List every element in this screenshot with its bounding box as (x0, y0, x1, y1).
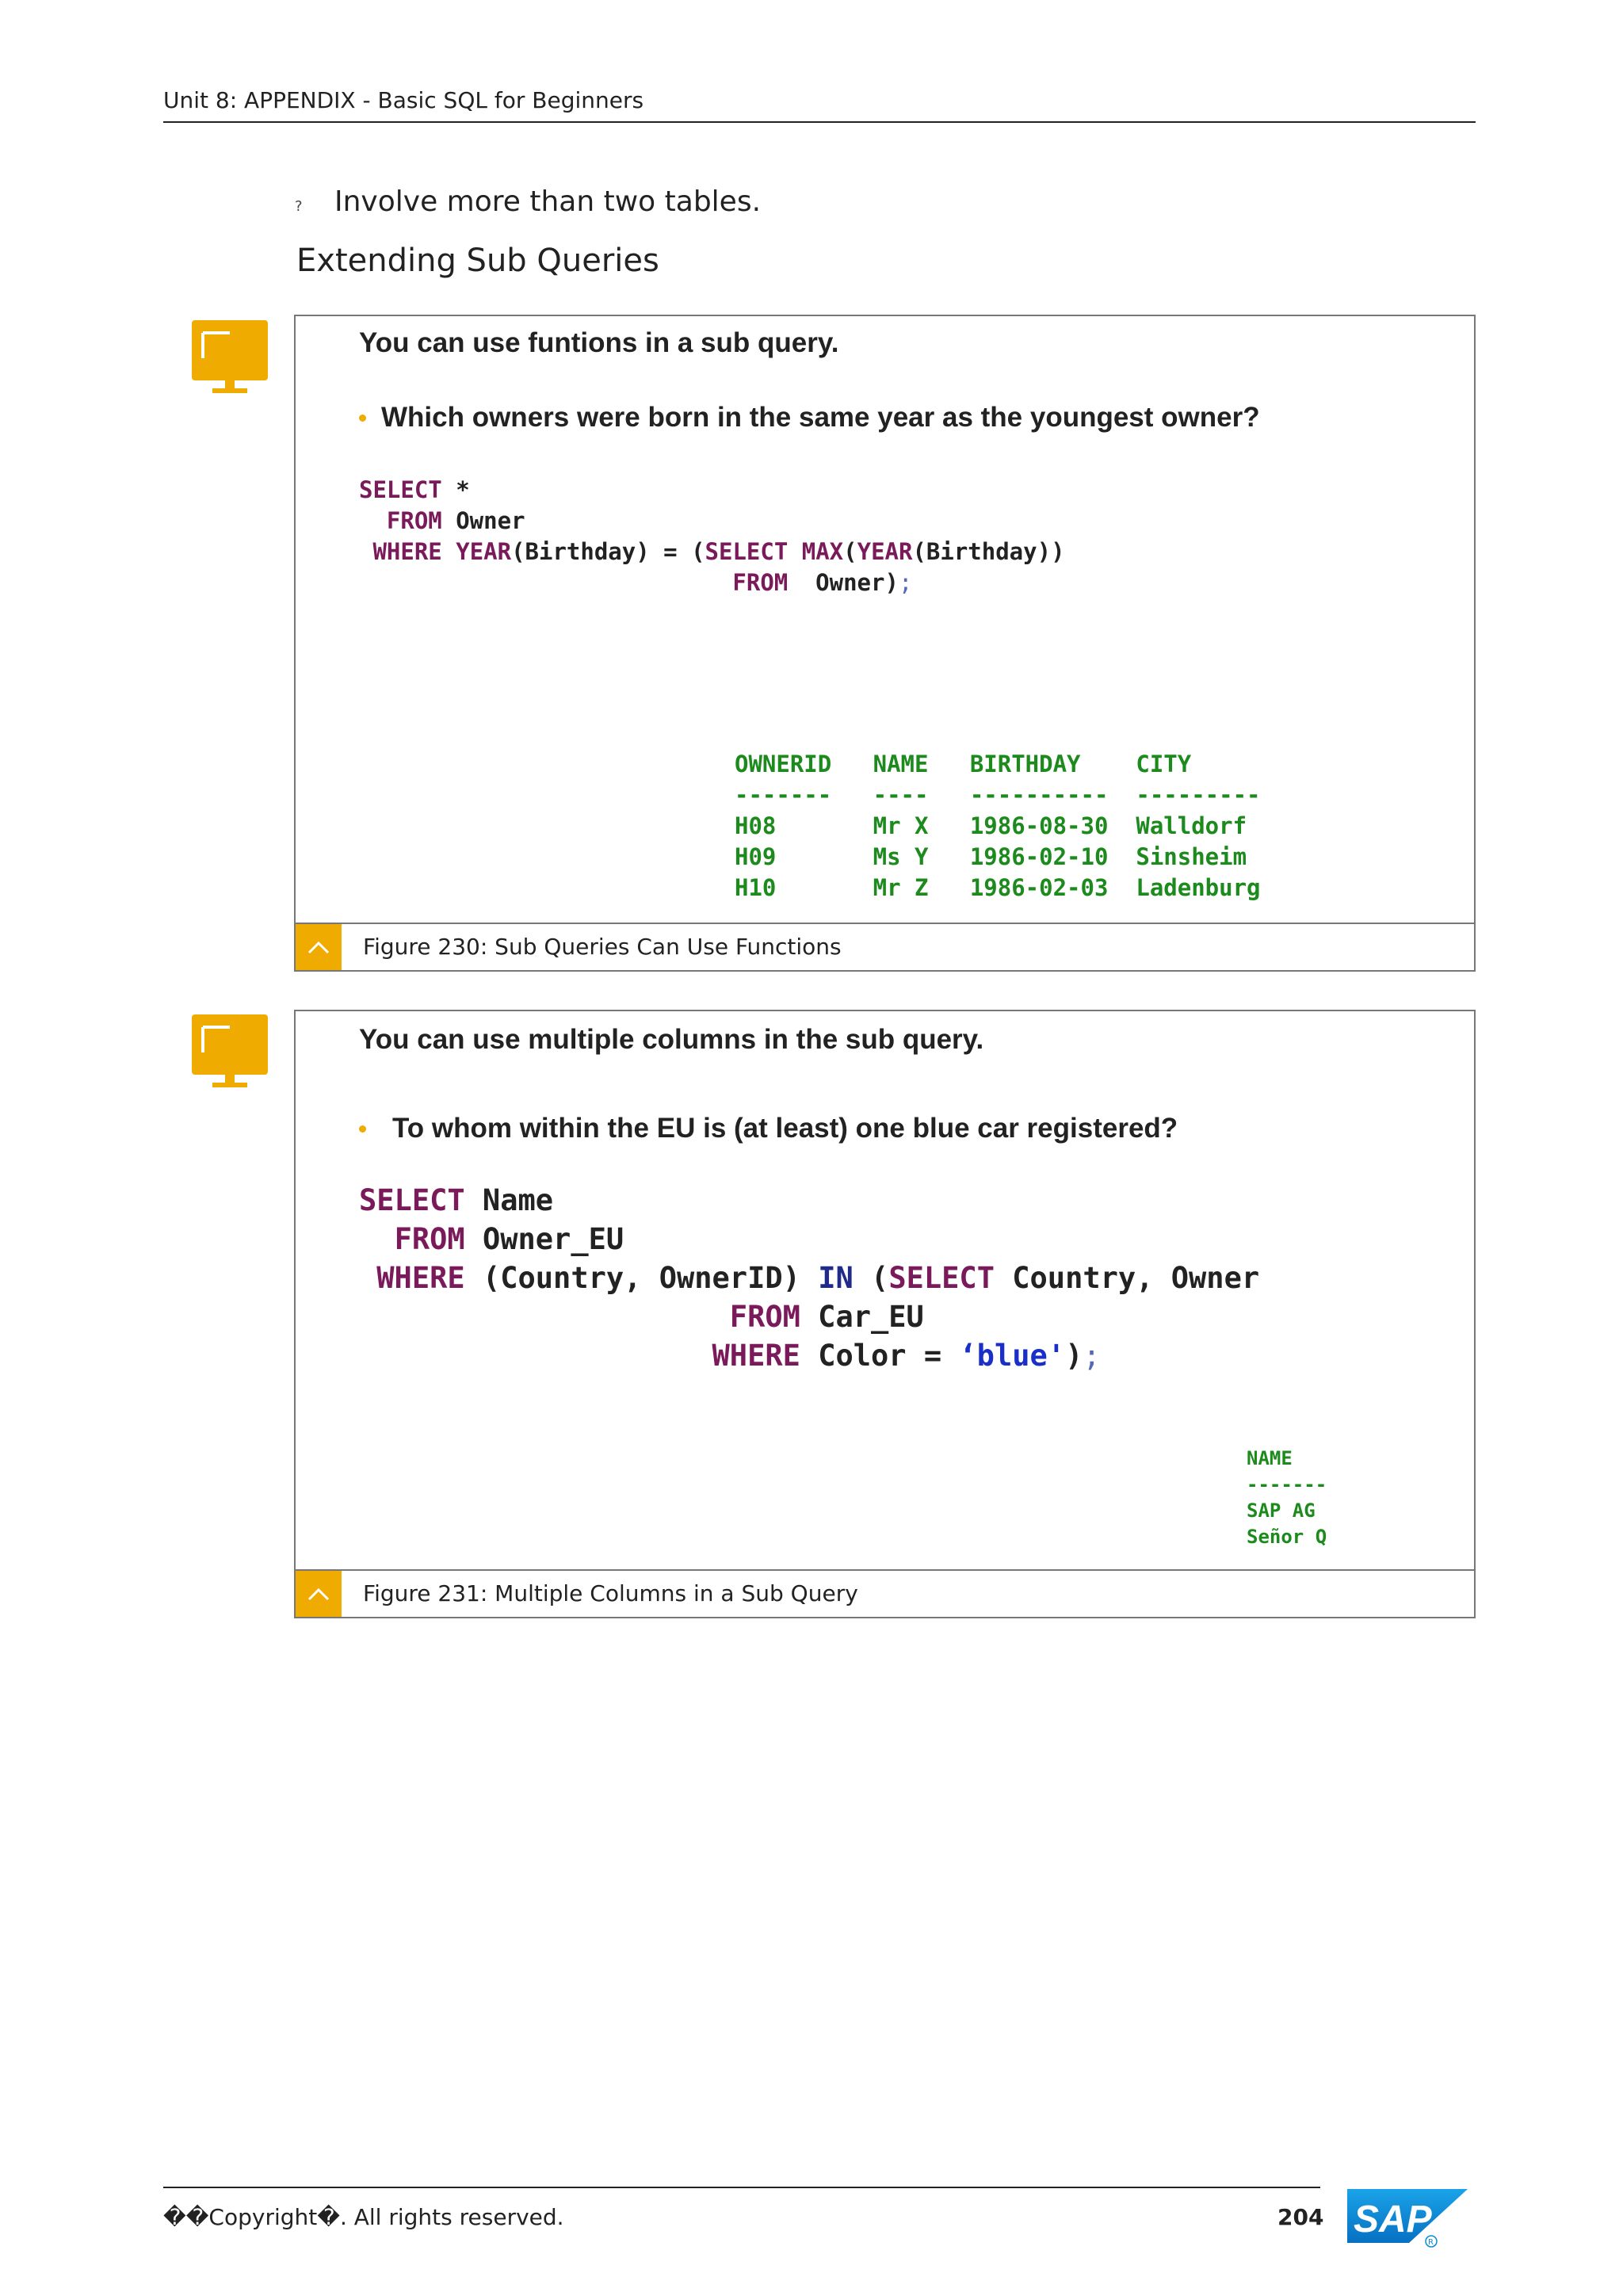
sql-text: Owner (441, 507, 525, 534)
sap-logo (1347, 2189, 1468, 2249)
bullet-dot (359, 415, 366, 422)
result-header: NAME (873, 751, 929, 777)
sql-text: (Birthday)) (912, 538, 1065, 565)
figure-caption-bar (296, 1569, 1474, 1617)
result-divider: ---------- (969, 781, 1109, 808)
sql-semicolon: ; (898, 569, 913, 596)
sql-function: YEAR (456, 538, 512, 565)
result-header: NAME (1247, 1447, 1293, 1469)
bullet-mark: ? (295, 198, 303, 215)
bullet-dot (359, 1125, 366, 1133)
result-header: CITY (1136, 751, 1192, 777)
sql-text: Name (464, 1183, 554, 1217)
slide-heading: You can use funtions in a sub query. (359, 327, 839, 358)
presentation-monitor-icon (190, 317, 269, 396)
sql-text: (Country, OwnerID) (464, 1261, 819, 1295)
running-header: Unit 8: APPENDIX - Basic SQL for Beginners (163, 87, 644, 113)
chevron-up-icon (296, 924, 342, 970)
sql-text: Owner_EU (464, 1222, 624, 1256)
section-title: Extending Sub Queries (296, 243, 659, 279)
sql-code-block (359, 1181, 1259, 1375)
result-divider: ---- (873, 781, 929, 808)
sql-function: YEAR (857, 538, 913, 565)
sql-text: * (441, 476, 470, 503)
figure-230 (294, 315, 1476, 972)
figure-caption-bar (296, 923, 1474, 970)
result-cell: 1986-08-30 (969, 812, 1109, 839)
sql-keyword: WHERE (372, 538, 442, 565)
sql-text: (Birthday) = ( (511, 538, 705, 565)
sql-keyword: SELECT (888, 1261, 995, 1295)
query-result-table (1247, 1446, 1327, 1550)
sql-keyword: SELECT (359, 476, 442, 503)
chevron-up-icon (296, 1571, 342, 1617)
sql-semicolon: ; (1083, 1339, 1101, 1373)
result-cell: Señor Q (1247, 1526, 1327, 1548)
result-header: OWNERID (735, 751, 832, 777)
result-cell: H08 (735, 812, 777, 839)
presentation-monitor-icon (190, 1011, 269, 1091)
result-cell: Walldorf (1136, 812, 1247, 839)
bullet-text: Involve more than two tables. (334, 185, 762, 218)
slide-question: To whom within the EU is (at least) one blue car registered? (392, 1113, 1178, 1144)
result-divider: ------- (735, 781, 832, 808)
result-divider: --------- (1136, 781, 1261, 808)
slide-heading: You can use multiple columns in the sub query. (359, 1024, 984, 1055)
footer-rule (163, 2187, 1320, 2188)
svg-text:R: R (1428, 2238, 1434, 2247)
result-cell: 1986-02-10 (969, 843, 1109, 870)
result-divider: ------- (1247, 1473, 1327, 1496)
result-cell: H09 (735, 843, 777, 870)
sql-function: MAX (801, 538, 844, 565)
figure-caption: Figure 231: Multiple Columns in a Sub Query (363, 1580, 858, 1606)
sql-code-block (359, 475, 1065, 598)
sql-text: ( (843, 538, 857, 565)
sql-keyword: FROM (732, 569, 789, 596)
sql-keyword: WHERE (712, 1339, 800, 1373)
collapse-figure-button[interactable] (296, 1571, 342, 1617)
sql-text: Owner) (801, 569, 899, 596)
result-cell: 1986-02-03 (969, 874, 1109, 901)
sql-text: ) (1065, 1339, 1083, 1373)
page-number: 204 (1277, 2204, 1324, 2230)
result-cell: SAP AG (1247, 1499, 1316, 1522)
sql-keyword: FROM (386, 507, 442, 534)
figure-caption: Figure 230: Sub Queries Can Use Functions (363, 934, 842, 960)
query-result-table (735, 749, 1261, 904)
figure-231 (294, 1010, 1476, 1618)
result-cell: H10 (735, 874, 777, 901)
sql-keyword: WHERE (376, 1261, 465, 1295)
sql-keyword: SELECT (359, 1183, 465, 1217)
sql-text: Country, Owner (994, 1261, 1260, 1295)
slide-question: Which owners were born in the same year as the youngest owner? (381, 402, 1260, 433)
collapse-figure-button[interactable] (296, 924, 342, 970)
sql-text: Car_EU (800, 1300, 924, 1334)
result-header: BIRTHDAY (969, 751, 1081, 777)
sql-keyword: IN (818, 1261, 854, 1295)
sql-text: ( (853, 1261, 889, 1295)
copyright-notice: ��Copyright�. All rights reserved. (163, 2204, 564, 2230)
sql-text: Color = (800, 1339, 960, 1373)
sap-logo-text: SAP (1354, 2199, 1432, 2241)
result-cell: Ms Y (873, 843, 929, 870)
header-rule (163, 121, 1476, 123)
sql-keyword: FROM (394, 1222, 465, 1256)
sql-string: ‘blue' (959, 1339, 1066, 1373)
result-cell: Sinsheim (1136, 843, 1247, 870)
result-cell: Ladenburg (1136, 874, 1261, 901)
result-cell: Mr Z (873, 874, 929, 901)
sql-keyword: FROM (729, 1300, 800, 1334)
result-cell: Mr X (873, 812, 929, 839)
sql-keyword: SELECT (705, 538, 789, 565)
